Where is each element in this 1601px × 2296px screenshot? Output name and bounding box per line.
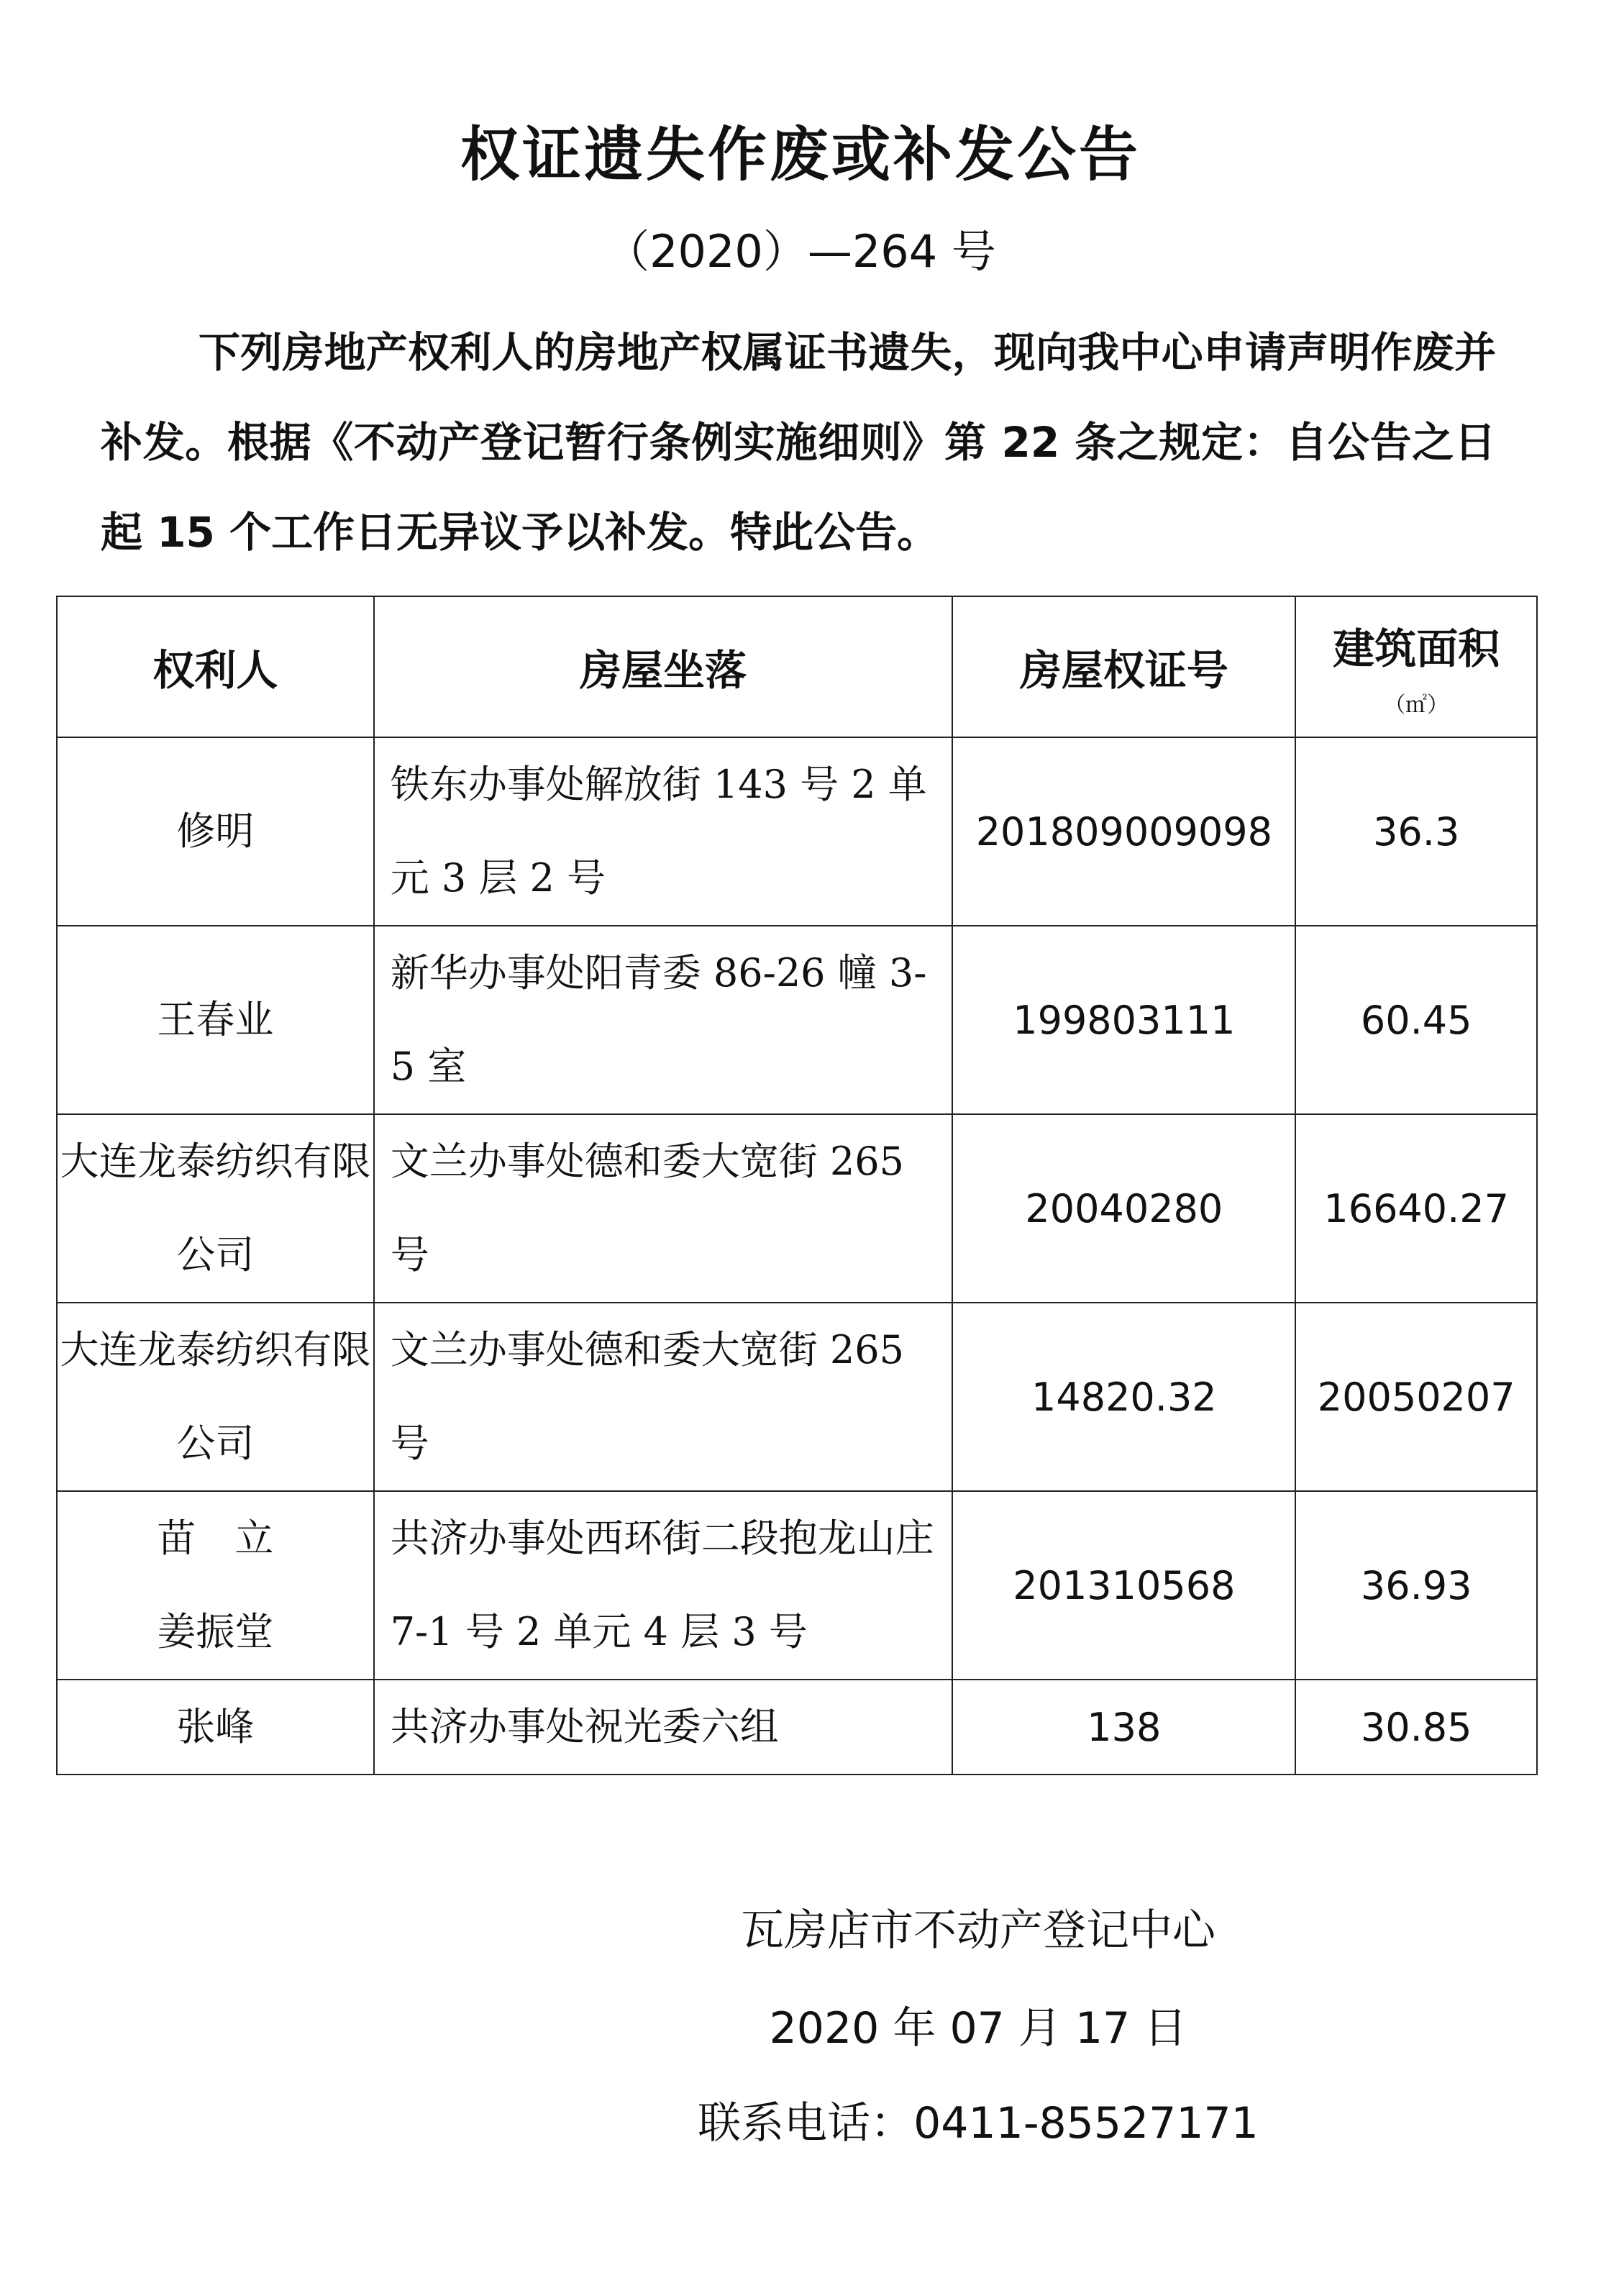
cell-owner-first: 苗 立 (157, 1516, 274, 1561)
notice-body: 下列房地产权利人的房地产权属证书遗失，现向我中心申请声明作废并补发。根据《不动产登记暂行条例实施细则》第 22 条之规定：自公告之日起 15 个工作日无异议予以补发。特此公告。 (101, 328, 1496, 557)
notice-number: （2020）—264 号 (605, 225, 996, 278)
header-cert-no: 房屋权证号 (952, 596, 1295, 737)
cell-location: 共济办事处祝光委六组 (374, 1680, 953, 1775)
table-row (57, 1491, 1537, 1680)
table-row (57, 1114, 1537, 1303)
cell-location: 共济办事处西环街二段抱龙山庄 7-1 号 2 单元 4 层 3 号 (374, 1491, 953, 1680)
cell-area: 36.93 (1295, 1491, 1537, 1680)
table-header-row (57, 596, 1537, 737)
cell-location: 新华办事处阳青委 86-26 幢 3-5 室 (374, 926, 953, 1114)
cell-area: 30.85 (1295, 1680, 1537, 1775)
cell-area: 16640.27 (1295, 1114, 1537, 1303)
table-row (57, 1680, 1537, 1775)
cell-owner-second: 姜振堂 (157, 1609, 274, 1654)
cell-area: 36.3 (1295, 737, 1537, 926)
contact-phone: 联系电话：0411-85527171 (698, 2098, 1259, 2149)
cell-location: 文兰办事处德和委大宽街 265 号 (374, 1303, 953, 1491)
cell-owner: 王春业 (57, 926, 374, 1114)
cell-location: 铁东办事处解放街 143 号 2 单元 3 层 2 号 (374, 737, 953, 926)
table-row (57, 1303, 1537, 1491)
cell-cert-no: 199803111 (952, 926, 1295, 1114)
cell-owner: 张峰 (57, 1680, 374, 1775)
cell-cert-no: 138 (952, 1680, 1295, 1775)
cell-cert-no: 201809009098 (952, 737, 1295, 926)
lost-certificate-table (56, 596, 1538, 1775)
cell-cert-no: 20040280 (952, 1114, 1295, 1303)
table-row (57, 926, 1537, 1114)
cell-cert-no: 14820.32 (952, 1303, 1295, 1491)
header-area-unit: （㎡） (1384, 693, 1449, 718)
header-location: 房屋坐落 (374, 596, 953, 737)
cell-area: 60.45 (1295, 926, 1537, 1114)
cell-cert-no: 201310568 (952, 1491, 1295, 1680)
cell-owner: 大连龙泰纺织有限公司 (57, 1303, 374, 1491)
cell-owner (57, 1491, 374, 1680)
header-area-label: 建筑面积 (1333, 624, 1500, 673)
cell-location: 文兰办事处德和委大宽街 265 号 (374, 1114, 953, 1303)
table-row (57, 737, 1537, 926)
cell-owner: 大连龙泰纺织有限公司 (57, 1114, 374, 1303)
cell-owner: 修明 (57, 737, 374, 926)
cell-area: 20050207 (1295, 1303, 1537, 1491)
notice-title: 权证遗失作废或补发公告 (460, 121, 1141, 189)
signature-date: 2020 年 07 月 17 日 (769, 2003, 1187, 2054)
signature-organization: 瓦房店市不动产登记中心 (741, 1905, 1215, 1956)
header-area (1295, 596, 1537, 737)
header-owner: 权利人 (57, 596, 374, 737)
